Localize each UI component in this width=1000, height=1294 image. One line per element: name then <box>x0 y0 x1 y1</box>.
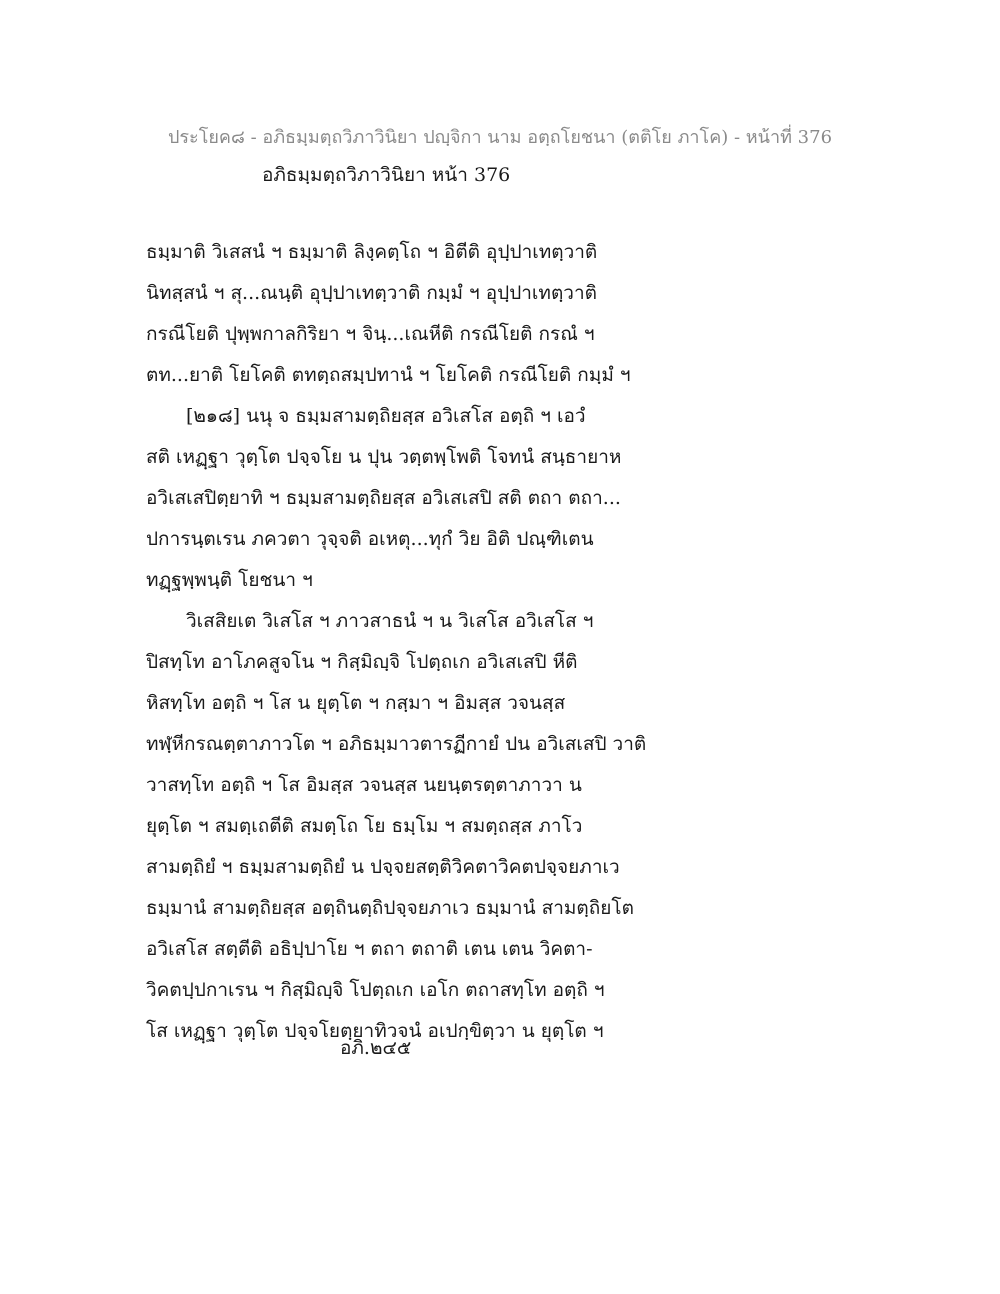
text-line: ธมฺมาติ วิเสสนํ ฯ ธมฺมาติ ลิงฺคตฺโถ ฯ อิตีติ อุปฺปาเทตฺวาติ <box>146 241 598 263</box>
text-line: สามตฺถิยํ ฯ ธมฺมสามตฺถิยํ น ปจฺจยสตฺติวิคตาวิคตปจฺจยภาเว <box>146 856 620 878</box>
text-line: ธมฺมานํ สามตฺถิยสฺส อตฺถินตฺถิปจฺจยภาเว ธมฺมานํ สามตฺถิยโต <box>146 897 634 919</box>
text-line: วิคตปฺปกาเรน ฯ กิสฺมิญฺจิ โปตฺถเก เอโก ตถาสทฺโท อตฺถิ ฯ <box>146 979 605 1001</box>
text-line: ปการนฺตเรน ภควตา วุจฺจติ อเหตุ...ทุกํ วิย อิติ ปณฺฑิเตน <box>146 528 594 550</box>
text-line: โส เหฏฺฐา วุตฺโต ปจฺจโยตฺยาทิวจนํ อเปกฺขิตฺวา น ยุตฺโต ฯ <box>146 1020 604 1042</box>
text-line: ปิสทฺโท อาโภคสูจโน ฯ กิสฺมิญฺจิ โปตฺถเก อวิเสเสปิ หีติ <box>146 651 578 673</box>
text-line: วาสทฺโท อตฺถิ ฯ โส อิมสฺส วจนสฺส นยนฺตรตฺตาภาวา น <box>146 774 582 796</box>
footer-page-mark: อภิ.๒๔๕ <box>340 1037 412 1059</box>
text-line: ทฏฺฐพฺพนฺติ โยชนา ฯ <box>146 569 313 591</box>
running-header: ประโยค๘ - อภิธมฺมตฺถวิภาวินิยา ปญฺจิกา นาม อตฺถโยชนา (ตติโย ภาโค) - หน้าที่ 376 <box>167 127 833 148</box>
text-line: กรณีโยติ ปุพฺพกาลกิริยา ฯ จินฺ...เณหีติ กรณีโยติ กรณํ ฯ <box>146 323 595 345</box>
text-line: หิสทฺโท อตฺถิ ฯ โส น ยุตฺโต ฯ กสฺมา ฯ อิมสฺส วจนสฺส <box>146 692 566 714</box>
text-line: ตท...ยาติ โยโคติ ตทตฺถสมฺปทานํ ฯ โยโคติ กรณีโยติ กมฺมํ ฯ <box>146 364 631 386</box>
body-text <box>146 232 686 1052</box>
text-line: สติ เหฏฺฐา วุตฺโต ปจฺจโย น ปุน วตฺตพฺโพติ โจทนํ สนฺธายาห <box>146 446 622 468</box>
text-line: ยุตฺโต ฯ สมตฺเถตีติ สมตฺโถ โย ธมฺโม ฯ สมตฺถสฺส ภาโว <box>146 815 583 837</box>
page-title: อภิธมฺมตฺถวิภาวินิยา หน้า 376 <box>262 164 511 186</box>
text-line: อวิเสเสปิตฺยาทิ ฯ ธมฺมสามตฺถิยสฺส อวิเสเสปิ สติ ตถา ตถา... <box>146 487 621 509</box>
paragraph-start-line: วิเสสิยเต วิเสโส ฯ ภาวสาธนํ ฯ น วิเสโส อวิเสโส ฯ <box>186 610 594 632</box>
text-line: อวิเสโส สตฺตีติ อธิปฺปาโย ฯ ตถา ตถาติ เตน เตน วิคตา- <box>146 938 593 960</box>
text-line: ทฬฺหีกรณตฺตาภาวโต ฯ อภิธมฺมาวตารฏีกายํ ปน อวิเสเสปิ วาติ <box>146 733 647 755</box>
text-line: นิทสฺสนํ ฯ สุ...ณนฺติ อุปฺปาเทตฺวาติ กมฺมํ ฯ อุปฺปาเทตฺวาติ <box>146 282 597 304</box>
paragraph-start-line: [๒๑๘] นนุ จ ธมฺมสามตฺถิยสฺส อวิเสโส อตฺถิ ฯ เอวํ <box>186 405 586 427</box>
